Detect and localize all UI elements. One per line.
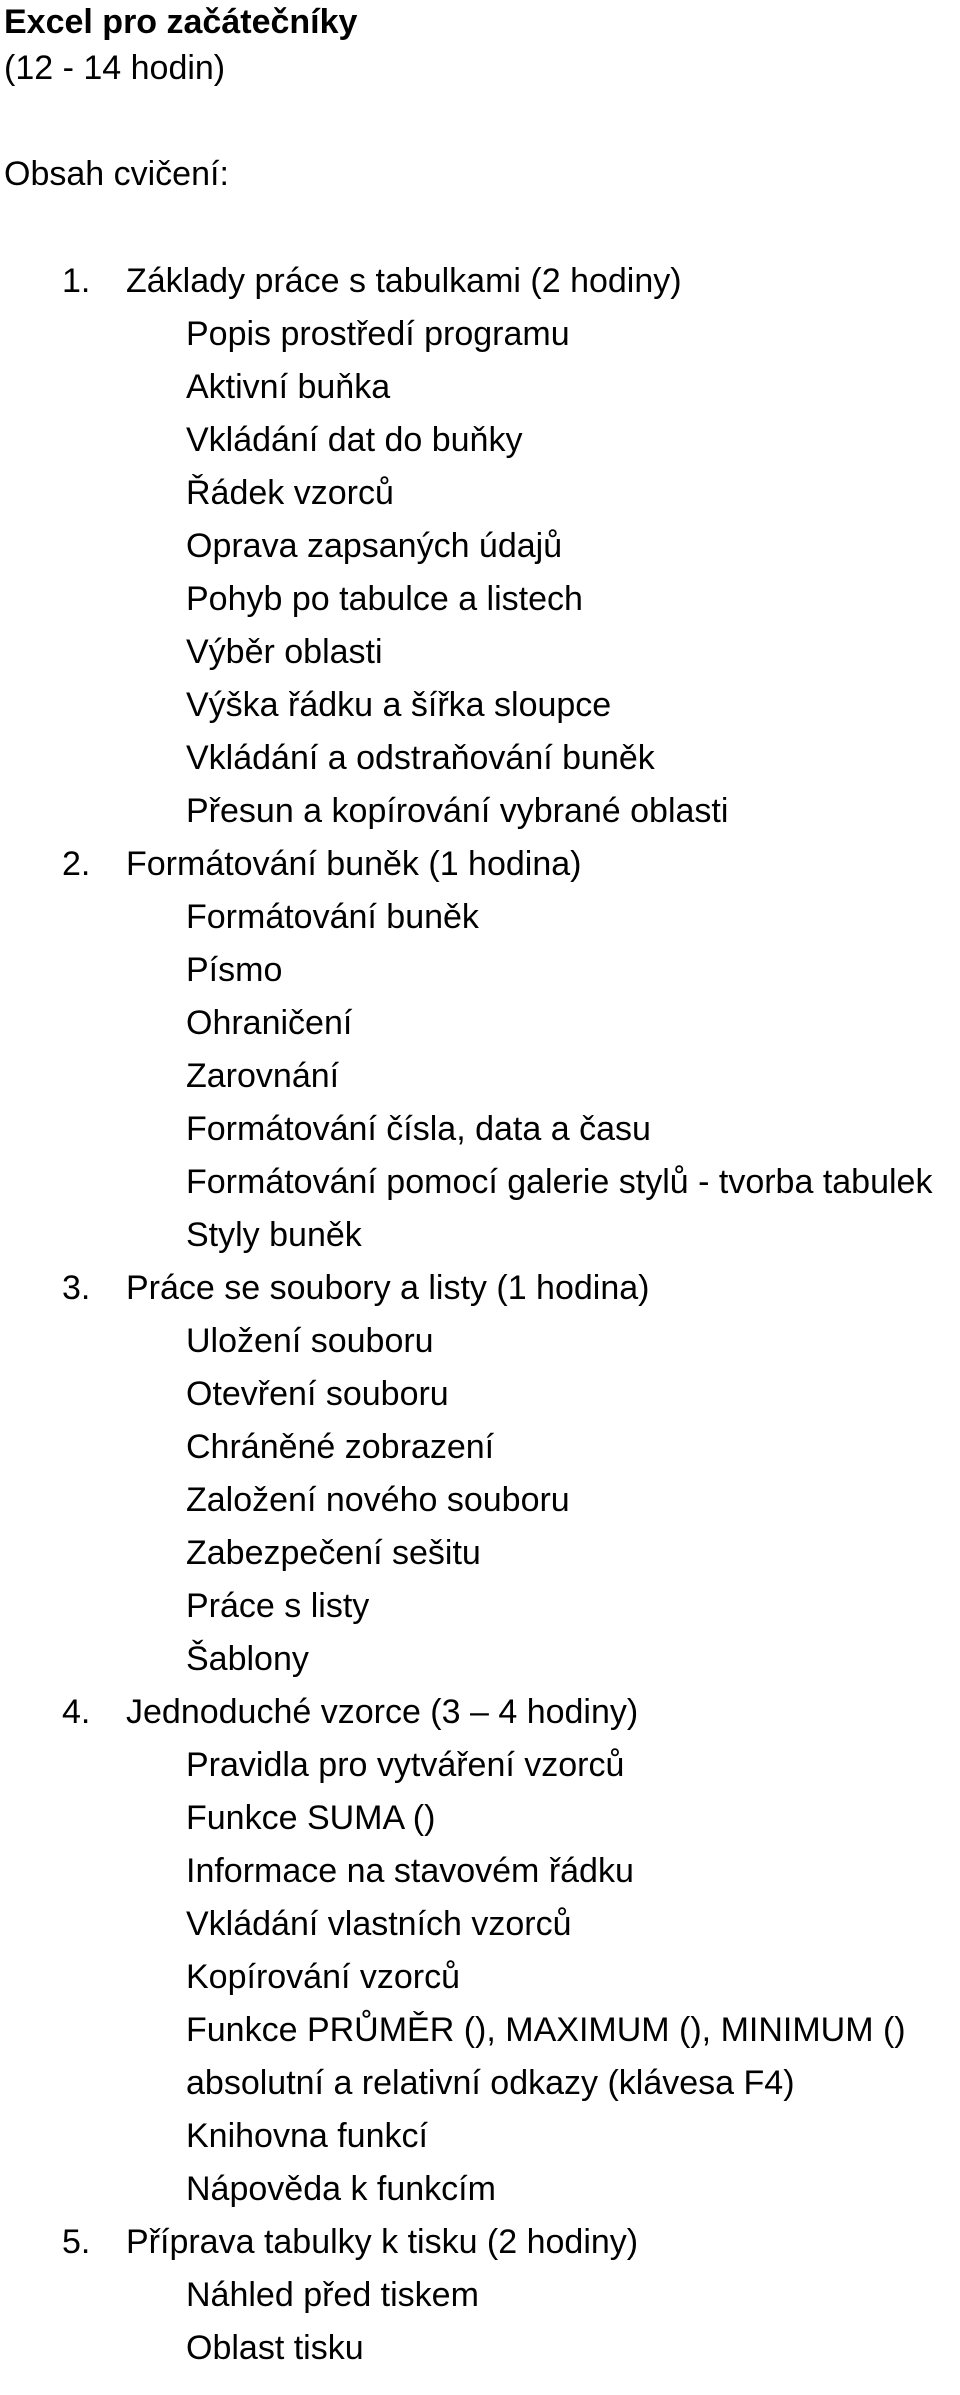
topic-item: Výška řádku a šířka sloupce [186, 686, 612, 724]
topic-item: Formátování pomocí galerie stylů - tvorba tabulek [186, 1163, 933, 1201]
topic-item: Výběr oblasti [186, 633, 383, 671]
section-heading [4, 1686, 960, 1739]
topic-item: Oblast tisku [186, 2329, 364, 2367]
topic-item: Funkce PRŮMĚR (), MAXIMUM (), MINIMUM () [186, 2011, 906, 2049]
topic-item: Vkládání vlastních vzorců [186, 1905, 572, 1943]
topic-item: Funkce SUMA () [186, 1799, 436, 1837]
section-title: Základy práce s tabulkami (2 hodiny) [126, 262, 682, 300]
document-title: Excel pro začátečníky [4, 3, 358, 41]
section-5 [4, 2216, 960, 2375]
section-title: Jednoduché vzorce (3 – 4 hodiny) [126, 1693, 639, 1731]
course-duration: (12 - 14 hodin) [4, 49, 226, 87]
section-3 [4, 1262, 960, 1686]
section-title: Formátování buněk (1 hodina) [126, 845, 582, 883]
section-heading [4, 2216, 960, 2269]
topic-item: Chráněné zobrazení [186, 1428, 495, 1466]
topic-item: Zarovnání [186, 1057, 340, 1095]
section-1 [4, 255, 960, 838]
topic-item: Ohraničení [186, 1004, 353, 1042]
topic-item: Formátování čísla, data a času [186, 1110, 651, 1148]
section-heading [4, 838, 960, 891]
topic-item: Přesun a kopírování vybrané oblasti [186, 792, 729, 830]
section-number: 5. [62, 2223, 91, 2261]
section-heading [4, 255, 960, 308]
topic-item: Náhled před tiskem [186, 2276, 479, 2314]
section-title: Práce se soubory a listy (1 hodina) [126, 1269, 650, 1307]
section-number: 3. [62, 1269, 91, 1307]
section-title: Příprava tabulky k tisku (2 hodiny) [126, 2223, 639, 2261]
topic-item: Pohyb po tabulce a listech [186, 580, 583, 618]
section-number: 4. [62, 1693, 91, 1731]
topic-item: Řádek vzorců [186, 474, 394, 512]
section-4 [4, 1686, 960, 2216]
document-page [0, 2, 960, 2375]
topic-item: Aktivní buňka [186, 368, 391, 406]
topic-item: Styly buněk [186, 1216, 362, 1254]
section-2 [4, 838, 960, 1262]
topic-item: Písmo [186, 951, 283, 989]
topic-item: Knihovna funkcí [186, 2117, 428, 2155]
topic-item: Vkládání dat do buňky [186, 421, 523, 459]
topic-item: Vkládání a odstraňování buněk [186, 739, 655, 777]
topic-item: Kopírování vzorců [186, 1958, 461, 1996]
topic-item: Otevření souboru [186, 1375, 449, 1413]
topic-item: Nápověda k funkcím [186, 2170, 496, 2208]
topic-item: Práce s listy [186, 1587, 370, 1625]
topic-item: Oprava zapsaných údajů [186, 527, 563, 565]
topic-item: Informace na stavovém řádku [186, 1852, 634, 1890]
spacer [4, 201, 960, 255]
spacer [4, 94, 960, 148]
topic-item: Založení nového souboru [186, 1481, 570, 1519]
section-heading [4, 1262, 960, 1315]
topic-item: Pravidla pro vytváření vzorců [186, 1746, 625, 1784]
topic-item: Šablony [186, 1640, 309, 1678]
contents-list [4, 255, 960, 2375]
contents-label: Obsah cvičení: [4, 155, 229, 193]
topic-item: Uložení souboru [186, 1322, 434, 1360]
topic-item: absolutní a relativní odkazy (klávesa F4) [186, 2064, 795, 2102]
topic-item: Formátování buněk [186, 898, 479, 936]
section-number: 2. [62, 845, 91, 883]
topic-item: Popis prostředí programu [186, 315, 570, 353]
topic-item: Zabezpečení sešitu [186, 1534, 481, 1572]
section-number: 1. [62, 262, 91, 300]
